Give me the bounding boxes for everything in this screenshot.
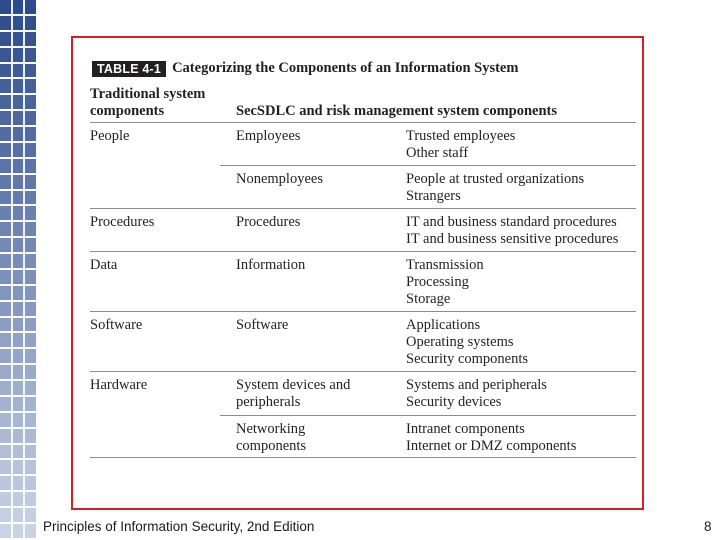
footer-page-number: 8 [704,519,712,534]
header-traditional-line2: components [90,103,165,119]
cell-component: Processing [406,274,469,290]
cell-component: Intranet components [406,421,525,437]
cell-component: Applications [406,317,481,333]
header-secsdlc: SecSDLC and risk management system components [236,103,558,119]
stripe-cell [0,365,36,381]
stripe-cell [0,238,36,254]
row-rule [220,415,636,416]
stripe-cell [0,143,36,159]
cell-traditional: People [90,128,130,144]
stripe-cell [0,48,36,64]
stripe-cell [0,524,36,540]
cell-traditional: Data [90,257,118,273]
stripe-cell [0,254,36,270]
header-rule [90,122,636,123]
cell-secsdlc: peripherals [236,394,301,410]
stripe-cell [0,349,36,365]
stripe-cell [0,445,36,461]
header-traditional [90,86,220,120]
stripe-cell [0,270,36,286]
row-rule [90,208,636,209]
cell-secsdlc: Procedures [236,214,301,230]
cell-traditional: Software [90,317,143,333]
table-frame [71,36,644,510]
stripe-cell [0,460,36,476]
table-number-tag: TABLE 4-1 [92,61,166,77]
stripe-cell [0,222,36,238]
stripe-cell [0,159,36,175]
cell-component: Operating systems [406,334,514,350]
row-rule [90,311,636,312]
cell-component: Strangers [406,188,461,204]
cell-component: Trusted employees [406,128,516,144]
row-rule [90,251,636,252]
row-rule [90,371,636,372]
stripe-cell [0,492,36,508]
cell-component: IT and business sensitive procedures [406,231,619,247]
stripe-cell [0,318,36,334]
stripe-cell [0,413,36,429]
stripe-cell [0,302,36,318]
cell-secsdlc: Software [236,317,289,333]
cell-component: Systems and peripherals [406,377,547,393]
stripe-cell [0,16,36,32]
cell-component: Internet or DMZ components [406,438,577,454]
cell-secsdlc: components [236,438,307,454]
cell-component: Storage [406,291,451,307]
stripe-cell [0,95,36,111]
stripe-cell [0,381,36,397]
cell-secsdlc: System devices and [236,377,351,393]
stripe-cell [0,206,36,222]
table-title: Categorizing the Components of an Information System [172,60,519,76]
cell-component: People at trusted organizations [406,171,585,187]
stripe-cell [0,64,36,80]
stripe-cell [0,175,36,191]
header-traditional-line1: Traditional system [90,86,206,102]
cell-component: Security components [406,351,529,367]
row-rule [90,457,636,458]
stripe-cell [0,32,36,48]
footer-book-title: Principles of Information Security, 2nd Edition [43,519,315,534]
cell-secsdlc: Employees [236,128,301,144]
stripe-cell [0,286,36,302]
stripe-cell [0,429,36,445]
row-rule [220,165,636,166]
cell-traditional: Procedures [90,214,155,230]
cell-secsdlc: Networking [236,421,306,437]
stripe-cell [0,508,36,524]
cell-component: Transmission [406,257,484,273]
stripe-cell [0,191,36,207]
stripe-cell [0,333,36,349]
cell-component: Other staff [406,145,469,161]
stripe-cell [0,397,36,413]
cell-secsdlc: Nonemployees [236,171,323,187]
stripe-cell [0,127,36,143]
cell-component: Security devices [406,394,502,410]
stripe-cell [0,111,36,127]
cell-component: IT and business standard procedures [406,214,617,230]
cell-secsdlc: Information [236,257,306,273]
stripe-cell [0,79,36,95]
table-caption [92,60,518,77]
stripe-cell [0,476,36,492]
cell-traditional: Hardware [90,377,148,393]
stripe-cell [0,0,36,16]
decorative-stripe-column [0,0,36,540]
